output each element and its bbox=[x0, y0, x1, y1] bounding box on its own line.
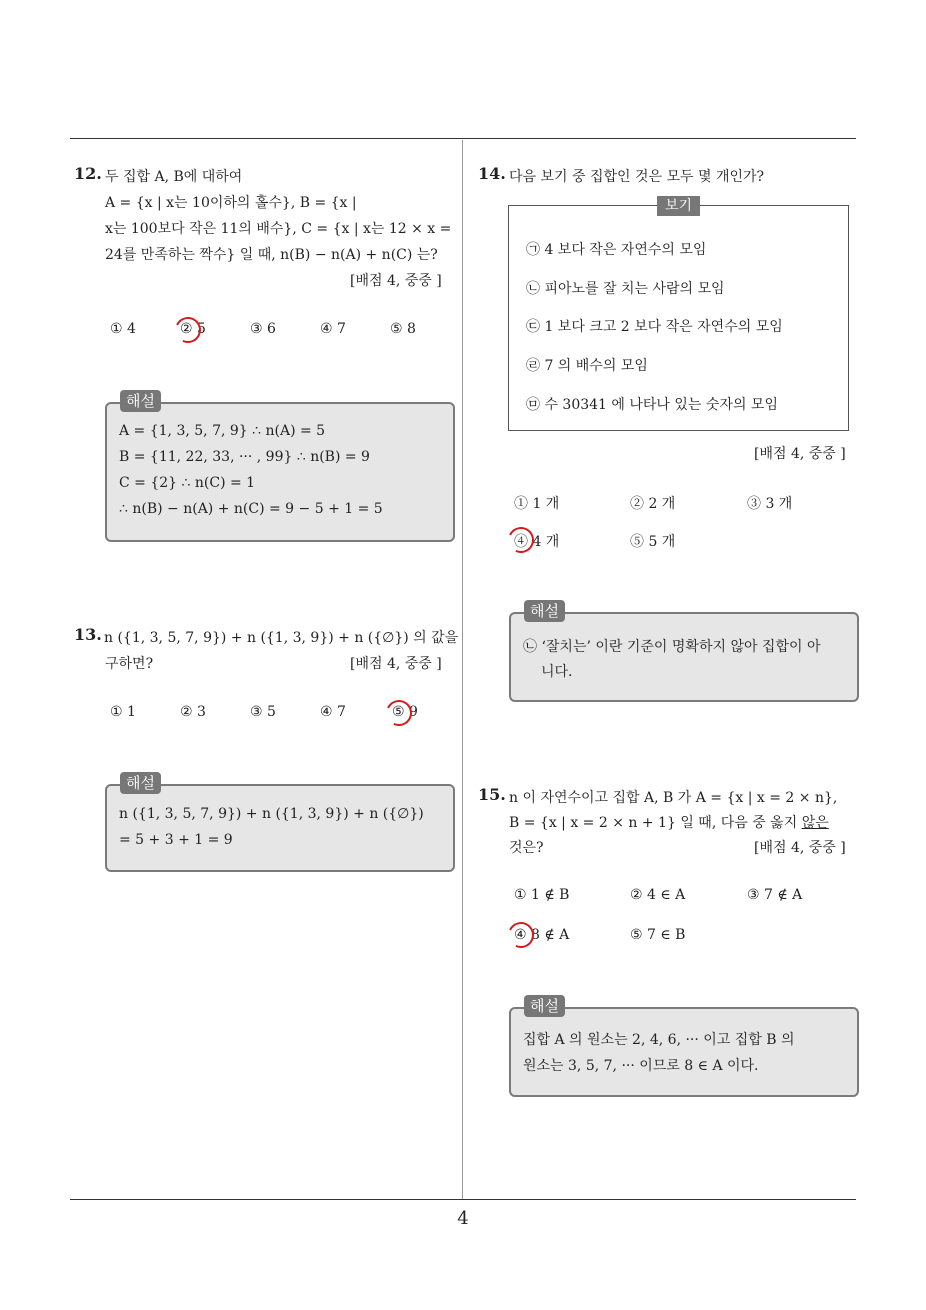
choice-4[interactable]: ④ 8 ∉ A bbox=[514, 927, 570, 943]
answer-mark-circle bbox=[504, 523, 537, 556]
solution-box bbox=[509, 612, 859, 702]
question-text: x는 100보다 작은 11의 배수}, C = {x | x는 12 × x = bbox=[105, 221, 452, 237]
choice-5[interactable]: ⑤ 7 ∈ B bbox=[630, 927, 686, 943]
solution-label: 해설 bbox=[120, 772, 161, 794]
solution-line: A = {1, 3, 5, 7, 9} ∴ n(A) = 5 bbox=[119, 423, 326, 439]
solution-line: = 5 + 3 + 1 = 9 bbox=[119, 832, 233, 848]
question-text: 것은? bbox=[509, 840, 544, 856]
score-label: [배점 4, 중중 ] bbox=[350, 656, 442, 672]
solution-line: C = {2} ∴ n(C) = 1 bbox=[119, 475, 256, 491]
choice-4[interactable]: ④ 7 bbox=[320, 321, 346, 337]
score-label: [배점 4, 중중 ] bbox=[754, 446, 846, 462]
score-label: [배점 4, 중중 ] bbox=[754, 840, 846, 856]
example-item: ㉡ 피아노를 잘 치는 사람의 모임 bbox=[526, 281, 725, 297]
answer-mark-circle bbox=[382, 696, 415, 729]
choice-2[interactable]: ② 2 개 bbox=[630, 496, 676, 512]
choice-5[interactable]: ⑤ 8 bbox=[390, 321, 416, 337]
question-text: 24를 만족하는 짝수} 일 때, n(B) − n(A) + n(C) 는? bbox=[105, 247, 438, 263]
example-item: ㉤ 수 30341 에 나타나 있는 숫자의 모임 bbox=[526, 397, 778, 413]
choice-3[interactable]: ③ 7 ∉ A bbox=[747, 887, 803, 903]
question-number: 12. bbox=[74, 164, 102, 183]
question-text: n ({1, 3, 5, 7, 9}) + n ({1, 3, 9}) + n ({∅}) 의 값을 bbox=[104, 630, 459, 646]
question-number: 15. bbox=[478, 785, 506, 804]
solution-label: 해설 bbox=[524, 600, 565, 622]
solution-line: 니다. bbox=[541, 664, 573, 680]
question-text: 두 집합 A, B에 대하여 bbox=[105, 169, 243, 185]
score-label: [배점 4, 중중 ] bbox=[350, 273, 442, 289]
solution-line: 원소는 3, 5, 7, ··· 이므로 8 ∈ A 이다. bbox=[523, 1058, 759, 1074]
answer-mark-circle bbox=[171, 313, 204, 346]
question-text bbox=[509, 812, 829, 832]
top-rule bbox=[70, 138, 856, 139]
question-text: 다음 보기 중 집합인 것은 모두 몇 개인가? bbox=[509, 169, 765, 185]
example-item: ㉣ 7 의 배수의 모임 bbox=[526, 358, 648, 374]
solution-line: ㉡ ‘잘치는’ 이란 기준이 명확하지 않아 집합이 아 bbox=[523, 639, 821, 655]
choice-3[interactable]: ③ 3 개 bbox=[747, 496, 793, 512]
example-item: ㉢ 1 보다 크고 2 보다 작은 자연수의 모임 bbox=[526, 319, 783, 335]
underlined-word: 않은 bbox=[801, 815, 829, 831]
bottom-rule bbox=[70, 1199, 856, 1200]
choice-1[interactable]: ① 4 bbox=[110, 321, 136, 337]
question-number: 14. bbox=[478, 164, 506, 183]
choice-4[interactable]: ④ 7 bbox=[320, 704, 346, 720]
choice-2[interactable]: ② 4 ∈ A bbox=[630, 887, 686, 903]
question-text: n 이 자연수이고 집합 A, B 가 A = {x | x = 2 × n}, bbox=[509, 790, 838, 806]
solution-label: 해설 bbox=[120, 390, 161, 412]
example-box-label: 보기 bbox=[657, 196, 700, 216]
solution-line: ∴ n(B) − n(A) + n(C) = 9 − 5 + 1 = 5 bbox=[119, 501, 383, 517]
choice-2[interactable]: ② 3 bbox=[180, 704, 206, 720]
answer-mark-circle bbox=[504, 918, 537, 951]
choice-3[interactable]: ③ 6 bbox=[250, 321, 276, 337]
example-item: ㉠ 4 보다 작은 자연수의 모임 bbox=[526, 242, 707, 258]
question-number: 13. bbox=[74, 625, 102, 644]
choice-1[interactable]: ① 1 개 bbox=[514, 496, 560, 512]
choice-2[interactable]: ② 5 bbox=[180, 321, 206, 337]
solution-line: 집합 A 의 원소는 2, 4, 6, ··· 이고 집합 B 의 bbox=[523, 1032, 795, 1048]
solution-box bbox=[509, 1007, 859, 1097]
page-number: 4 bbox=[457, 1208, 469, 1229]
solution-label: 해설 bbox=[524, 995, 565, 1017]
column-divider bbox=[462, 140, 463, 1200]
choice-4[interactable]: ④ 4 개 bbox=[514, 534, 560, 550]
solution-line: B = {11, 22, 33, ··· , 99} ∴ n(B) = 9 bbox=[119, 449, 370, 465]
choice-1[interactable]: ① 1 bbox=[110, 704, 136, 720]
question-text: A = {x | x는 10이하의 홀수}, B = {x | bbox=[105, 195, 357, 211]
choice-5[interactable]: ⑤ 5 개 bbox=[630, 534, 676, 550]
question-text: 구하면? bbox=[105, 656, 154, 672]
choice-5[interactable]: ⑤ 9 bbox=[392, 704, 418, 720]
solution-line: n ({1, 3, 5, 7, 9}) + n ({1, 3, 9}) + n ({∅}) bbox=[119, 806, 424, 822]
choice-1[interactable]: ① 1 ∉ B bbox=[514, 887, 570, 903]
choice-3[interactable]: ③ 5 bbox=[250, 704, 276, 720]
question-text-part: B = {x | x = 2 × n + 1} 일 때, 다음 중 옳지 bbox=[509, 815, 802, 831]
solution-box bbox=[105, 784, 455, 872]
